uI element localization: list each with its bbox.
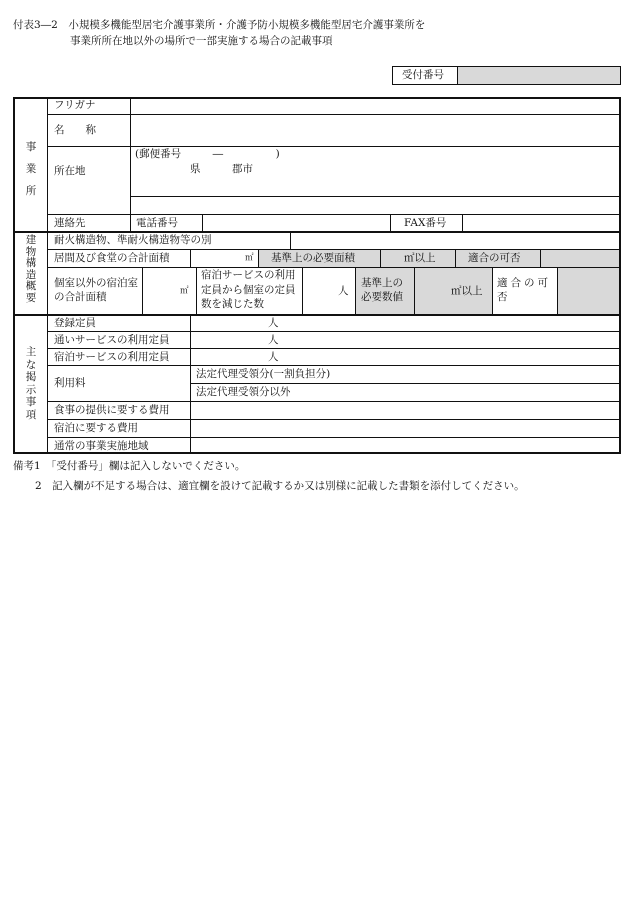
required-value-label: 基準上の必要数値 — [361, 277, 403, 303]
phone-label: 電話番号 — [136, 217, 178, 229]
postal-code-line[interactable]: (郵便番号 ― ) — [135, 148, 280, 160]
compliance-label: 適合の可否 — [468, 252, 521, 264]
fireproof-label: 耐火構造物、準耐火構造物等の別 — [54, 234, 212, 246]
fee-line2: 法定代理受領分以外 — [196, 386, 291, 398]
meal-cost-label: 食事の提供に要する費用 — [54, 404, 170, 416]
registered-capacity-label: 登録定員 — [54, 317, 96, 329]
required-area-label: 基準上の必要面積 — [271, 252, 355, 264]
registered-capacity-unit: 人 — [268, 317, 279, 329]
fireproof-field[interactable] — [291, 232, 619, 248]
fax-label: FAX番号 — [404, 217, 447, 229]
name-label: 名 称 — [54, 124, 96, 136]
reception-number-label: 受付番号 — [402, 69, 444, 81]
m2-or-more-label-2: ㎡以上 — [451, 285, 483, 297]
m2-or-more-label: ㎡以上 — [404, 252, 436, 264]
address-field-extra[interactable] — [131, 197, 619, 213]
overnight-service-capacity-label: 宿泊サービスの利用定員 — [54, 351, 170, 363]
furigana-label: フリガナ — [54, 99, 96, 111]
reception-number-box — [392, 66, 621, 85]
service-area-label: 通常の事業実施地域 — [54, 440, 149, 452]
office-section-label: 事業所 — [25, 141, 37, 197]
main-items-section-label: 主な掲示事項 — [25, 346, 37, 421]
day-service-capacity-unit: 人 — [268, 334, 279, 346]
overnight-capacity-label: 宿泊サービスの利用定員から個室の定員数を減じた数 — [201, 269, 296, 310]
name-field[interactable] — [131, 115, 619, 145]
lodging-cost-label: 宿泊に要する費用 — [54, 422, 138, 434]
address-label: 所在地 — [54, 165, 86, 177]
overnight-service-capacity-unit: 人 — [268, 351, 279, 363]
furigana-field[interactable] — [131, 98, 619, 113]
service-area-field[interactable] — [191, 438, 619, 453]
unit-m2-2: ㎡ — [180, 286, 189, 296]
note-2: 2 記入欄が不足する場合は、適宜欄を設けて記載するか又は別様に記載した書類を添付してください。 — [35, 480, 525, 492]
contact-label: 連絡先 — [54, 217, 86, 229]
prefecture-line[interactable]: 県 郡市 — [190, 163, 253, 175]
fee-label: 利用料 — [54, 377, 86, 389]
reception-number-field[interactable] — [458, 67, 620, 84]
fee-line1: 法定代理受領分(一割負担分) — [196, 368, 331, 380]
lodging-cost-field[interactable] — [191, 420, 619, 436]
form-title-line1: 付表3―2 小規模多機能型居宅介護事業所・介護予防小規模多機能型居宅介護事業所を — [13, 19, 426, 31]
form-title-line2: 事業所所在地以外の場所で一部実施する場合の記載事項 — [70, 35, 333, 47]
unit-m2: ㎡ — [245, 253, 254, 263]
building-section-label: 建物構造概要 — [25, 234, 37, 304]
unit-person: 人 — [338, 285, 349, 297]
phone-field[interactable] — [203, 215, 389, 230]
fax-field[interactable] — [463, 215, 619, 230]
living-dining-area-label: 居間及び食堂の合計面積 — [54, 252, 170, 264]
note-1: 備考1 「受付番号」欄は記入しないでください。 — [13, 460, 246, 472]
compliance-label-2: 適合の可否 — [497, 277, 551, 303]
meal-cost-field[interactable] — [191, 402, 619, 418]
other-rooms-area-label: 個室以外の宿泊室の合計面積 — [54, 277, 138, 303]
day-service-capacity-label: 通いサービスの利用定員 — [54, 334, 170, 346]
